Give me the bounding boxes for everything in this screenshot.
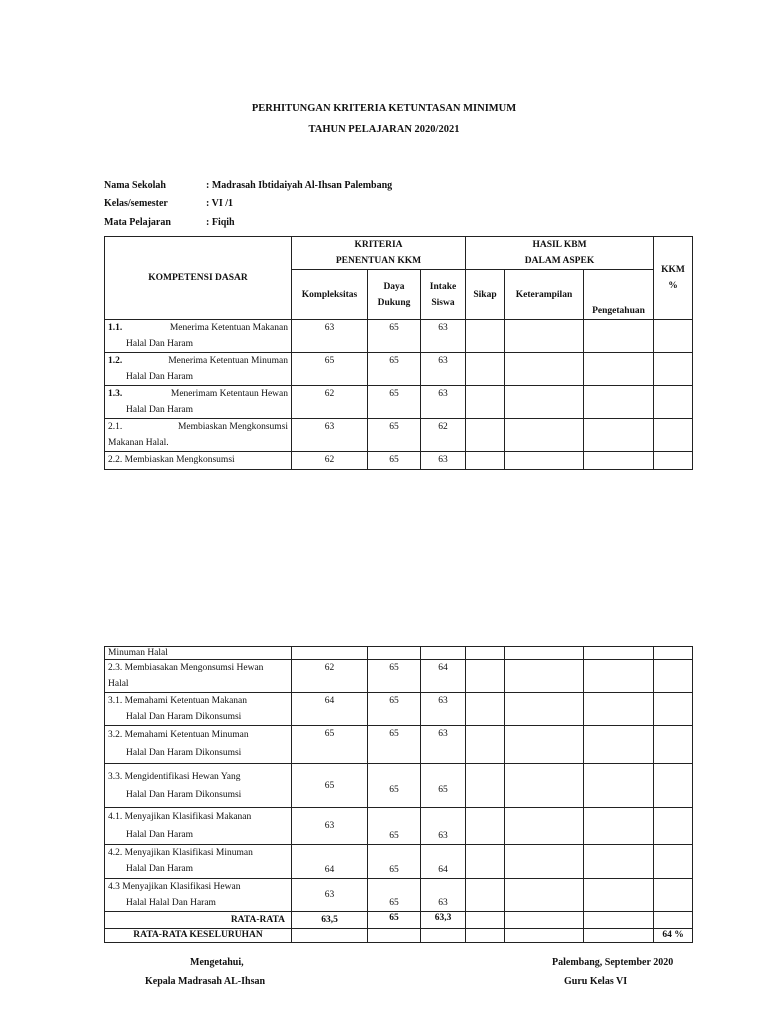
rata-kompleksitas: 63,5 [292,912,368,929]
kompetensi-cell: 4.2. Menyajikan Klasifikasi Minuman Halal Dan Haram [105,845,292,879]
table-row [105,647,693,660]
pengetahuan-cell [584,320,654,353]
kompetensi-cell: Minuman Halal [105,647,292,660]
header-pengetahuan: Pengetahuan [584,270,654,320]
kompleksitas-value: 65 [292,726,368,764]
kompetensi-cell: 3.2. Memahami Ketentuan Minuman Halal Dan Haram Dikonsumsi [105,726,292,764]
kompetensi-cell: 3.3. Mengidentifikasi Hewan Yang Halal Dan Haram Dikonsumsi [105,764,292,808]
school-value: : Madrasah Ibtidaiyah Al-Ihsan Palembang [206,180,393,191]
intake-value: 63 [421,452,466,470]
header-hasil-kbm: HASIL KBM DALAM ASPEK [466,237,654,270]
intake-value: 63 [421,320,466,353]
header-kriteria: KRITERIA PENENTUAN KKM [292,237,466,270]
rata-rata-row [105,912,693,929]
kkm-table-page1 [104,236,693,470]
school-info [104,180,392,191]
header-sikap: Sikap [466,270,505,320]
rata-daya-dukung: 65 [368,912,421,929]
sikap-cell [466,386,505,419]
table-row [105,320,693,353]
kompleksitas-value: 62 [292,660,368,693]
table-row [105,353,693,386]
table-row [105,452,693,470]
daya-dukung-value: 65 [368,419,421,452]
table-row [105,808,693,845]
signature-right-line2: Guru Kelas VI [564,976,628,987]
daya-dukung-value: 65 [368,693,421,726]
header-kkm: KKM % [654,237,693,320]
header-daya-dukung: Daya Dukung [368,270,421,320]
header-kompetensi: KOMPETENSI DASAR [105,237,292,320]
rata-rata-label: RATA-RATA [105,912,292,929]
sikap-cell [466,452,505,470]
keterampilan-cell [505,452,584,470]
daya-dukung-value: 65 [368,660,421,693]
kkm-cell [654,353,693,386]
kompleksitas-value: 64 [292,693,368,726]
keterampilan-cell [505,419,584,452]
kompetensi-cell: 1.3. Menerimam Ketentaun Hewan Halal Dan Haram [105,386,292,419]
header-keterampilan: Keterampilan [505,270,584,320]
intake-value: 63 [421,879,466,912]
document-subtitle: TAHUN PELAJARAN 2020/2021 [308,124,460,135]
kkm-cell [654,386,693,419]
kompleksitas-value: 63 [292,419,368,452]
class-info [104,198,233,209]
table-row [105,726,693,764]
daya-dukung-value: 65 [368,879,421,912]
table-row [105,419,693,452]
kompetensi-cell: 1.1. Menerima Ketentuan Makanan Halal Dan Haram [105,320,292,353]
table-row [105,764,693,808]
kkm-total: 64 % [654,929,693,943]
kompetensi-cell: 2.1. Membiaskan Mengkonsumsi Makanan Halal. [105,419,292,452]
kompetensi-cell: 3.1. Memahami Ketentuan Makanan Halal Dan Haram Dikonsumsi [105,693,292,726]
intake-value: 62 [421,419,466,452]
school-label: Nama Sekolah [104,180,166,191]
kompleksitas-value: 63 [292,879,368,912]
daya-dukung-value: 65 [368,386,421,419]
kompleksitas-value: 62 [292,386,368,419]
kompleksitas-value: 65 [292,353,368,386]
signature-left-line2: Kepala Madrasah AL-Ihsan [145,976,266,987]
sikap-cell [466,419,505,452]
subject-info [104,217,235,228]
intake-value: 64 [421,845,466,879]
kkm-cell [654,320,693,353]
pengetahuan-cell [584,386,654,419]
rata-keseluruhan-row [105,929,693,943]
intake-value: 63 [421,386,466,419]
header-kompleksitas: Kompleksitas [292,270,368,320]
sikap-cell [466,353,505,386]
kompleksitas-value: 62 [292,452,368,470]
table-row [105,386,693,419]
daya-dukung-value: 65 [368,452,421,470]
daya-dukung-value: 65 [368,353,421,386]
kompetensi-cell: 2.3. Membiasakan Mengonsumsi Hewan Halal [105,660,292,693]
kompleksitas-value: 65 [292,764,368,808]
daya-dukung-value: 65 [368,320,421,353]
header-intake-siswa: Intake Siswa [421,270,466,320]
rata-keseluruhan-label: RATA-RATA KESELURUHAN [105,929,292,943]
kompleksitas-value: 64 [292,845,368,879]
table-row [105,660,693,693]
daya-dukung-value: 65 [368,808,421,845]
intake-value: 64 [421,660,466,693]
kompetensi-cell: 4.3 Menyajikan Klasifikasi Hewan Halal Halal Dan Haram [105,879,292,912]
intake-value: 63 [421,808,466,845]
keterampilan-cell [505,320,584,353]
table-row [105,693,693,726]
subject-value: : Fiqih [206,217,235,228]
table-row [105,845,693,879]
daya-dukung-value: 65 [368,845,421,879]
subject-label: Mata Pelajaran [104,217,171,228]
document-title: PERHITUNGAN KRITERIA KETUNTASAN MINIMUM [251,103,517,114]
kompetensi-cell: 2.2. Membiaskan Mengkonsumsi [105,452,292,470]
intake-value: 63 [421,693,466,726]
daya-dukung-value: 65 [368,764,421,808]
kkm-cell [654,419,693,452]
class-label: Kelas/semester [104,198,168,209]
kompetensi-cell: 4.1. Menyajikan Klasifikasi Makanan Halal Dan Haram [105,808,292,845]
keterampilan-cell [505,353,584,386]
intake-value: 63 [421,353,466,386]
table-row [105,879,693,912]
class-value: : VI /1 [206,198,234,209]
pengetahuan-cell [584,353,654,386]
kompleksitas-value: 63 [292,808,368,845]
kkm-cell [654,452,693,470]
intake-value: 65 [421,764,466,808]
sikap-cell [466,320,505,353]
signature-left-line1: Mengetahui, [190,957,244,968]
daya-dukung-value: 65 [368,726,421,764]
keterampilan-cell [505,386,584,419]
signature-right-line1: Palembang, September 2020 [552,957,674,968]
kompetensi-cell: 1.2. Menerima Ketentuan Minuman Halal Dan Haram [105,353,292,386]
kompleksitas-value: 63 [292,320,368,353]
pengetahuan-cell [584,419,654,452]
intake-value: 63 [421,726,466,764]
pengetahuan-cell [584,452,654,470]
kkm-table-page2 [104,646,693,943]
rata-intake: 63,3 [421,912,466,929]
